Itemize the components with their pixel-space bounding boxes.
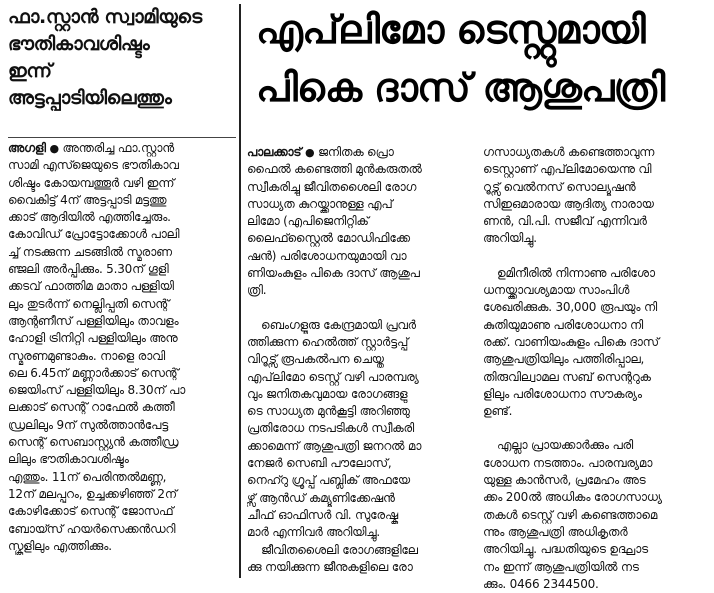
paragraph-gap xyxy=(483,420,708,437)
main-body-line: ലിമോ (എപിജെനിറ്റിക് xyxy=(247,214,369,229)
main-body-line: ഉമിനീരിൽ നിന്നാണു പരിശോ xyxy=(497,265,655,280)
main-body-line: കുതിയുമാണു പരിശോധനാ നി xyxy=(483,317,644,332)
side-body-line: സാമി എസ്ജെയുടെ ഭൗതികാവ xyxy=(8,158,179,173)
main-body-line: അറിയിച്ചു. പദ്ധതിയുടെ ഉദ്ഘാട xyxy=(483,542,648,557)
main-body-line: ഫൈൽ കണ്ടെത്തി മുൻകരുതൽ xyxy=(247,162,422,177)
main-body-line: ലൈഫ്സ്റ്റൈൽ മോഡിഫിക്കേ xyxy=(247,231,410,246)
side-body-line: ലെ 6.45ന് മണ്ണാർക്കാട് സെന്റ് xyxy=(8,365,179,380)
main-body-line: അറിയിച്ചു. xyxy=(483,231,537,246)
side-body-line: സ്കൂളിലും എത്തിക്കും. xyxy=(8,538,112,553)
side-body-line: 12ന് മലപ്പുറം, ഉച്ചക്കഴിഞ്ഞ് 2ന് xyxy=(8,486,177,501)
main-body-line: ണിയംകുളം പികെ ദാസ് ആശുപ xyxy=(247,266,420,281)
side-body-line: ക്കാട് ആദിയിൽ എത്തിച്ചേരും. xyxy=(8,210,171,225)
side-body-line: കോഴിക്കോട് സെന്റ് ജോസഫ് xyxy=(8,504,174,519)
main-body-line: ഴ്സ് ആൻഡ് കമ്യൂണിക്കേഷൻ xyxy=(247,490,395,505)
main-body-line: എപ്‌ലിമോ ടെസ്റ്റ് വഴി പാരമ്പര്യ xyxy=(247,369,419,384)
main-body-line: ഗസാധ്യതകൾ കണ്ടെത്താവുന്ന xyxy=(483,145,655,159)
main-body-line: റൂട്സ് വെൽനസ് സൊല്യൂഷൻ xyxy=(483,179,636,194)
side-body-line: ക്കടവ് ഫാത്തിമ മാതാ പള്ളിയി xyxy=(8,279,174,294)
main-body-line: ആശുപത്രിയിലും പത്തിരിപ്പാല, xyxy=(483,352,645,367)
side-body-line: ച്ച് നടക്കുന്ന ചടങ്ങിൽ സ്മരാ‌ണ xyxy=(8,244,172,259)
column-divider xyxy=(239,4,241,578)
main-body-line: ധനയ്ക്കാവശ്യമായ സാംപിൾ xyxy=(483,283,630,298)
main-body-line: ക്കാമെന്ന് ആശുപത്രി ജനറൽ മാ xyxy=(247,438,422,453)
side-headline-line: ഇന്ന് xyxy=(8,60,52,82)
main-body-line: ഷൻ) പരിശോധനയുമായി വാ xyxy=(247,248,407,263)
main-body-line: ത്രി. xyxy=(247,283,267,298)
side-body-line: കോവിഡ് പ്രോട്ടോക്കോൾ പാലി xyxy=(8,227,180,242)
main-body-line: തിരുവില്വാമല സബ് സെന്ററുക xyxy=(483,369,651,384)
main-body-line: ജീവിതശൈലി രോഗങ്ങളിലേ xyxy=(261,542,418,557)
main-body-line: ക്കും. 0466 2344500. xyxy=(483,576,599,591)
main-body-line: ണൻ, വി.പി. സജീവ് എന്നിവർ xyxy=(483,214,647,229)
main-body-line: ടെ സാധ്യത മുൻകൂട്ടി അറിഞ്ഞു xyxy=(247,404,410,419)
side-body-line: ലും തുടർന്ന് നെല്ലിപ്പതി സെന്റ് xyxy=(8,296,170,311)
main-body-line: ചീഫ് ഓഫിസർ വി. സുരേഷ്കു xyxy=(247,507,398,522)
main-body-line: എല്ലാ പ്രായക്കാർക്കും പരി xyxy=(497,438,634,453)
main-body-line: നേജർ സെബി പൗലോസ്, xyxy=(247,456,392,471)
side-body-line: ലക്കാട് സെന്റ് റാഫേൽ കത്തീ xyxy=(8,400,175,415)
side-body-line: ലിലും ഭൗതികാവശിഷ്ടം xyxy=(8,452,129,467)
side-dateline: അഗളി xyxy=(8,141,46,155)
side-body-line: ഹോളി ട്രിനിറ്റി പള്ളിയിലും അനു xyxy=(8,331,178,346)
side-body-line: ജെയിംസ് പള്ളിയിലും 8.30ന് പാ xyxy=(8,383,186,398)
main-body-line: വും ജനിതകവുമായ രോഗങ്ങളു xyxy=(247,386,408,401)
side-body-line: ഡ്രലിലും 9ന് സുൽത്താൻപേട്ട xyxy=(8,417,169,432)
main-body-line: ക്കു നയിക്കുന്ന ജീനുകളിലെ രോ xyxy=(247,559,413,574)
main-body-line: ശേഖരിക്കുക. 30,000 രൂപയും നി xyxy=(483,300,658,315)
main-body-line: ടെസ്റ്റാണ് എപ്‌ലിമോയെന്നു വി xyxy=(483,162,652,177)
bullet-icon: ● xyxy=(304,146,315,159)
main-body-line: ളിലും പരിശോധനാ സൗകര്യം xyxy=(483,386,642,401)
side-headline-line: ഫാ.സ്റ്റാൻ സ്വാമിയുടെ xyxy=(8,6,202,28)
main-body-line: ബെംഗളൂരു കേന്ദ്രമായി പ്രവർ xyxy=(261,317,416,332)
main-story-column-2 xyxy=(483,144,708,593)
main-body-line: പ്രതിരോധ നടപടികൾ സ്വീകരി xyxy=(247,421,415,436)
side-body-line xyxy=(8,140,236,157)
side-story xyxy=(8,0,236,582)
main-body-line: ന്നും ആശുപത്രി അധികൃതർ xyxy=(483,524,628,539)
main-body-line: സിഇഒമാരായ ആദിത്യ നാരായ xyxy=(483,196,654,211)
main-headline-line: പികെ ദാസ് ആശുപത്രി xyxy=(256,66,665,111)
main-body-line: ഉണ്ട്. xyxy=(483,404,513,419)
main-body-line: തകൾ ടെസ്റ്റ് വഴി കണ്ടെത്താമെ xyxy=(483,507,658,522)
main-body-line: മാർ എന്നിവർ അറിയിച്ചു. xyxy=(247,525,380,540)
side-headline-line: അട്ടപ്പാടിയിലെത്തും xyxy=(8,87,172,109)
main-body-line: രക്ക്. വാണിയംകുളം പികെ ദാസ് xyxy=(483,334,659,349)
side-body-line: ശിഷ്ടം കോയമ്പത്തൂർ വഴി ഇന്ന് xyxy=(8,175,175,190)
side-headline-line: ഭൗതികാവശിഷ്ടം xyxy=(8,33,150,55)
main-body-line: സ്വീകരിച്ചു ജീവിതശൈലി രോഗ xyxy=(247,179,417,194)
main-headline-line: എപ്‌ലിമോ ടെസ്റ്റുമായി xyxy=(256,8,645,53)
side-body-line: വൈകിട്ട് 4ന് അട്ടപ്പാടി മട്ടത്തു xyxy=(8,192,167,207)
paragraph-gap xyxy=(483,248,708,265)
side-body-line: സ്മരണമുണ്ടാകും. നാളെ രാവി xyxy=(8,348,166,363)
main-story-column-1 xyxy=(247,144,475,576)
main-body-line: ത്തിക്കുന്ന ഹെൽത്ത് സ്റ്റാർട്ടപ്പ് xyxy=(247,334,409,349)
main-body-line: യുള്ള കാൻസർ, പ്രമേഹം അട xyxy=(483,473,646,488)
main-body-line: നം ഇന്ന് ആശുപത്രിയിൽ നട xyxy=(483,559,639,574)
side-headline-divider xyxy=(8,137,236,138)
side-body-line: ആന്റണീസ് പള്ളിയിലും താവളം xyxy=(8,313,179,328)
main-body-line: വിറൂട്സ് രൂപകൽപന ചെയ്ത xyxy=(247,352,384,367)
side-story-body xyxy=(8,140,236,555)
main-story-headline xyxy=(256,2,706,118)
main-body-line: ക്കം 200ൽ അധികം രോഗസാധ്യ xyxy=(483,490,662,505)
bullet-icon: ● xyxy=(49,142,59,155)
side-body-text: അന്തരിച്ച ഫാ.സ്റ്റാൻ xyxy=(58,141,174,155)
side-body-line: സെന്റ് സെബാസ്റ്റ്യൻ കത്തീഡ്ര xyxy=(8,435,179,450)
side-body-line: എത്തും. 11ന് പെരിന്തൽമണ്ണ, xyxy=(8,469,167,484)
main-body-line: നെഹ്റു ഗ്രൂപ്പ് പബ്ലിക് അഫയേ xyxy=(247,473,410,488)
main-dateline: പാലക്കാട് xyxy=(247,145,302,159)
main-body-text: ജനിതക പ്രൊ xyxy=(314,145,394,159)
paragraph-gap xyxy=(247,300,475,317)
side-body-line: ബോയ്സ് ഹയർസെക്കൻഡറി xyxy=(8,521,176,536)
main-body-line: സാധ്യത കുറയ്ക്കാനുള്ള എപ് xyxy=(247,196,393,211)
main-body-line xyxy=(247,144,475,161)
main-body-line: ശോധന നടത്താം. പാരമ്പര്യമാ xyxy=(483,455,653,470)
side-body-line: ഞ്ജലി അർപ്പിക്കും. 5.30ന് ഗൂളി xyxy=(8,262,169,277)
side-story-headline xyxy=(8,4,236,112)
